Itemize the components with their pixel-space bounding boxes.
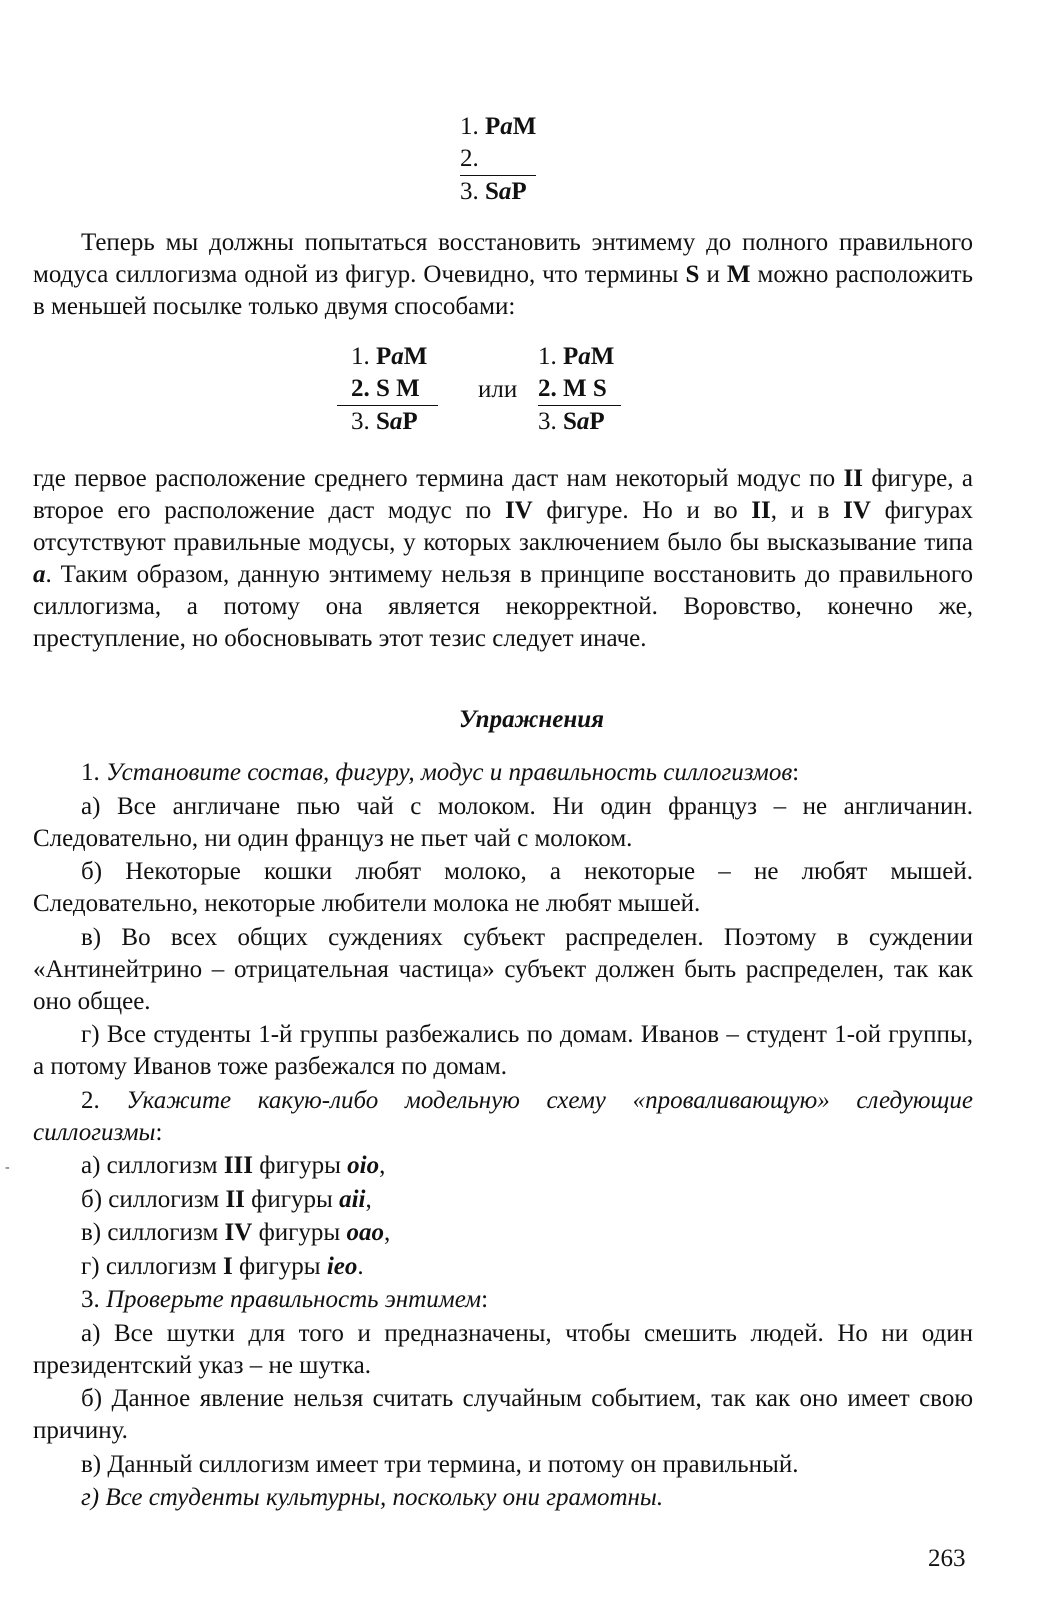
task-text: Установите состав, фигуру, модус и правильность силлогизмов [106,759,793,786]
conclusion [351,406,438,438]
text-run: фигуры [258,1219,341,1246]
exercises [33,757,973,1516]
text-run: фигурах отсутствуют правильные модусы, у которых заключением было бы высказывание типа [33,497,974,556]
list-item [33,1150,973,1182]
list-item: в) Во всех общих суждениях субъект распределен. Поэтому в суждении «Антинейтрино – отрицательная частица» субъект должен быть распределен, так как оно общее. [33,923,973,1015]
premise-1 [538,341,621,373]
premise-number: 1. [460,113,479,140]
text-run: . Таким образом, данную энтимему нельзя в принципе восстановить до правильного силлогизма, а потому она является некорректной. Воровство, конечно же, преступление, но обосновывать этот тезис следует иначе. [33,561,973,652]
task-text: Проверьте правильность энтимем [106,1286,482,1313]
punct: , [383,1219,391,1246]
premise-1 [460,111,536,143]
text-run: а) силлогизм [81,1152,218,1179]
syllogism-schema-top [460,111,536,208]
conclusion-number: 3. [460,178,479,205]
figure-number: III [223,1152,254,1179]
or-word: или [478,376,518,403]
para1-text: Теперь мы должны попытаться восстановить энтимему до полного правильного модуса силлогизма одной из фигур. Очевидно, что термины [33,229,973,288]
syllogism-schema-right [538,341,621,438]
punct: , [365,1185,372,1213]
term-m: M [726,261,751,288]
copula: a [576,408,590,435]
text-run: фигуре. Но и во [546,497,738,524]
term: S [563,408,577,435]
term: P [485,113,501,140]
conclusion-number: 3. [538,408,557,435]
term: P [402,408,418,435]
text-run: где первое расположение среднего термина даст нам некоторый модус по [33,465,836,492]
punct: , [379,1152,386,1179]
copula: a [389,408,403,435]
list-item [33,1251,973,1283]
list-item: в) Данный силлогизм имеет три термина, и потому он правильный. [81,1450,799,1478]
term: M [590,343,615,370]
paragraph-2 [33,463,973,655]
list-item: г) Все студенты 1-й группы разбежались по домам. Иванов – студент 1-ой группы, а потому Иванов тоже разбежался по домам. [33,1021,973,1080]
punct: . [357,1252,364,1280]
figure-number: IV [504,497,533,524]
premise-number: 2. [460,145,479,172]
list-item: а) Все шутки для того и предназначены, чтобы смешить людей. Но ни один президентский указ – не шутка. [33,1319,973,1379]
term: P [563,343,579,370]
figure-number: II [751,497,771,524]
term: S [485,178,499,205]
syllogism-schema-left [351,341,438,438]
premise-number: 1. [538,343,557,370]
exercise-1-task: 1. Установите состав, фигуру, модус и правильность силлогизмов: [81,759,800,786]
premise-2 [538,373,621,406]
term: P [589,408,605,435]
premise-number: 1. [351,343,370,370]
exercise-3-task: 3. Проверьте правильность энтимем: [81,1286,489,1313]
conclusion [460,176,536,208]
task-text: Укажите какую-либо модельную схему «проваливающую» следующие силлогизмы [33,1086,974,1146]
exercise-2-task: 2. Укажите какую-либо модельную схему «проваливающую» следующие силлогизмы: [33,1086,974,1146]
scan-mark: - [5,1160,10,1175]
figure-number: IV [224,1219,253,1246]
figure-number: II [225,1185,245,1213]
text-run: фигуры [251,1185,333,1213]
figure-number: I [222,1252,233,1280]
copula: a [391,343,404,370]
text-run: фигуры [259,1152,341,1179]
text-run: фигуры [238,1252,321,1280]
conclusion-number: 3. [351,408,370,435]
term: P [511,178,527,205]
premise-2-text: 2. M S [538,375,607,402]
exercise-number: 2. [81,1086,100,1114]
paragraph-1 [33,227,973,323]
list-item [33,1184,973,1216]
list-item: б) Некоторые кошки любят молоко, а некоторые – не любят мышей. Следовательно, некоторые любители молока не любят мышей. [33,858,973,917]
term: M [512,113,537,140]
term-s: S [685,261,700,288]
text-run: фигуре, а второе его расположение даст модус по [33,465,973,524]
text-run: б) силлогизм [81,1185,220,1213]
premise-2 [460,143,536,176]
figure-number: II [843,465,863,492]
copula: a [578,343,591,370]
text-run: в) силлогизм [81,1219,219,1246]
premise-2 [337,373,438,406]
modus: oao [346,1219,384,1246]
judgment-type: a [33,561,46,588]
exercise-number: 3. [81,1286,100,1313]
text-run: г) силлогизм [81,1252,217,1280]
para1-end-text: можно расположить в меньшей посылке только двумя способами: [33,261,974,320]
conjunction: и [706,261,720,288]
list-item: г) Все студенты культурны, поскольку они грамотны. [81,1484,664,1511]
page-number: 263 [928,1545,966,1572]
exercise-number: 1. [81,759,100,786]
modus: aii [339,1185,366,1213]
conclusion [538,406,621,438]
premise-1 [351,341,438,373]
modus: ieo [326,1252,358,1280]
term: P [376,343,392,370]
copula: a [498,178,512,205]
copula: a [500,113,513,140]
term: S [376,408,390,435]
list-item [33,1217,973,1249]
premise-2-text: 2. S M [351,375,420,402]
list-item: б) Данное явление нельзя считать случайным событием, так как оно имеет свою причину. [33,1385,973,1444]
modus: oio [347,1152,380,1179]
term: M [403,343,428,370]
text-run: , и в [770,497,830,524]
list-item: а) Все англичане пью чай с молоком. Ни один француз – не англичанин. Следовательно, ни один француз не пьет чай с молоком. [33,792,973,852]
figure-number: IV [843,497,871,524]
section-heading: Упражнения [458,706,605,733]
